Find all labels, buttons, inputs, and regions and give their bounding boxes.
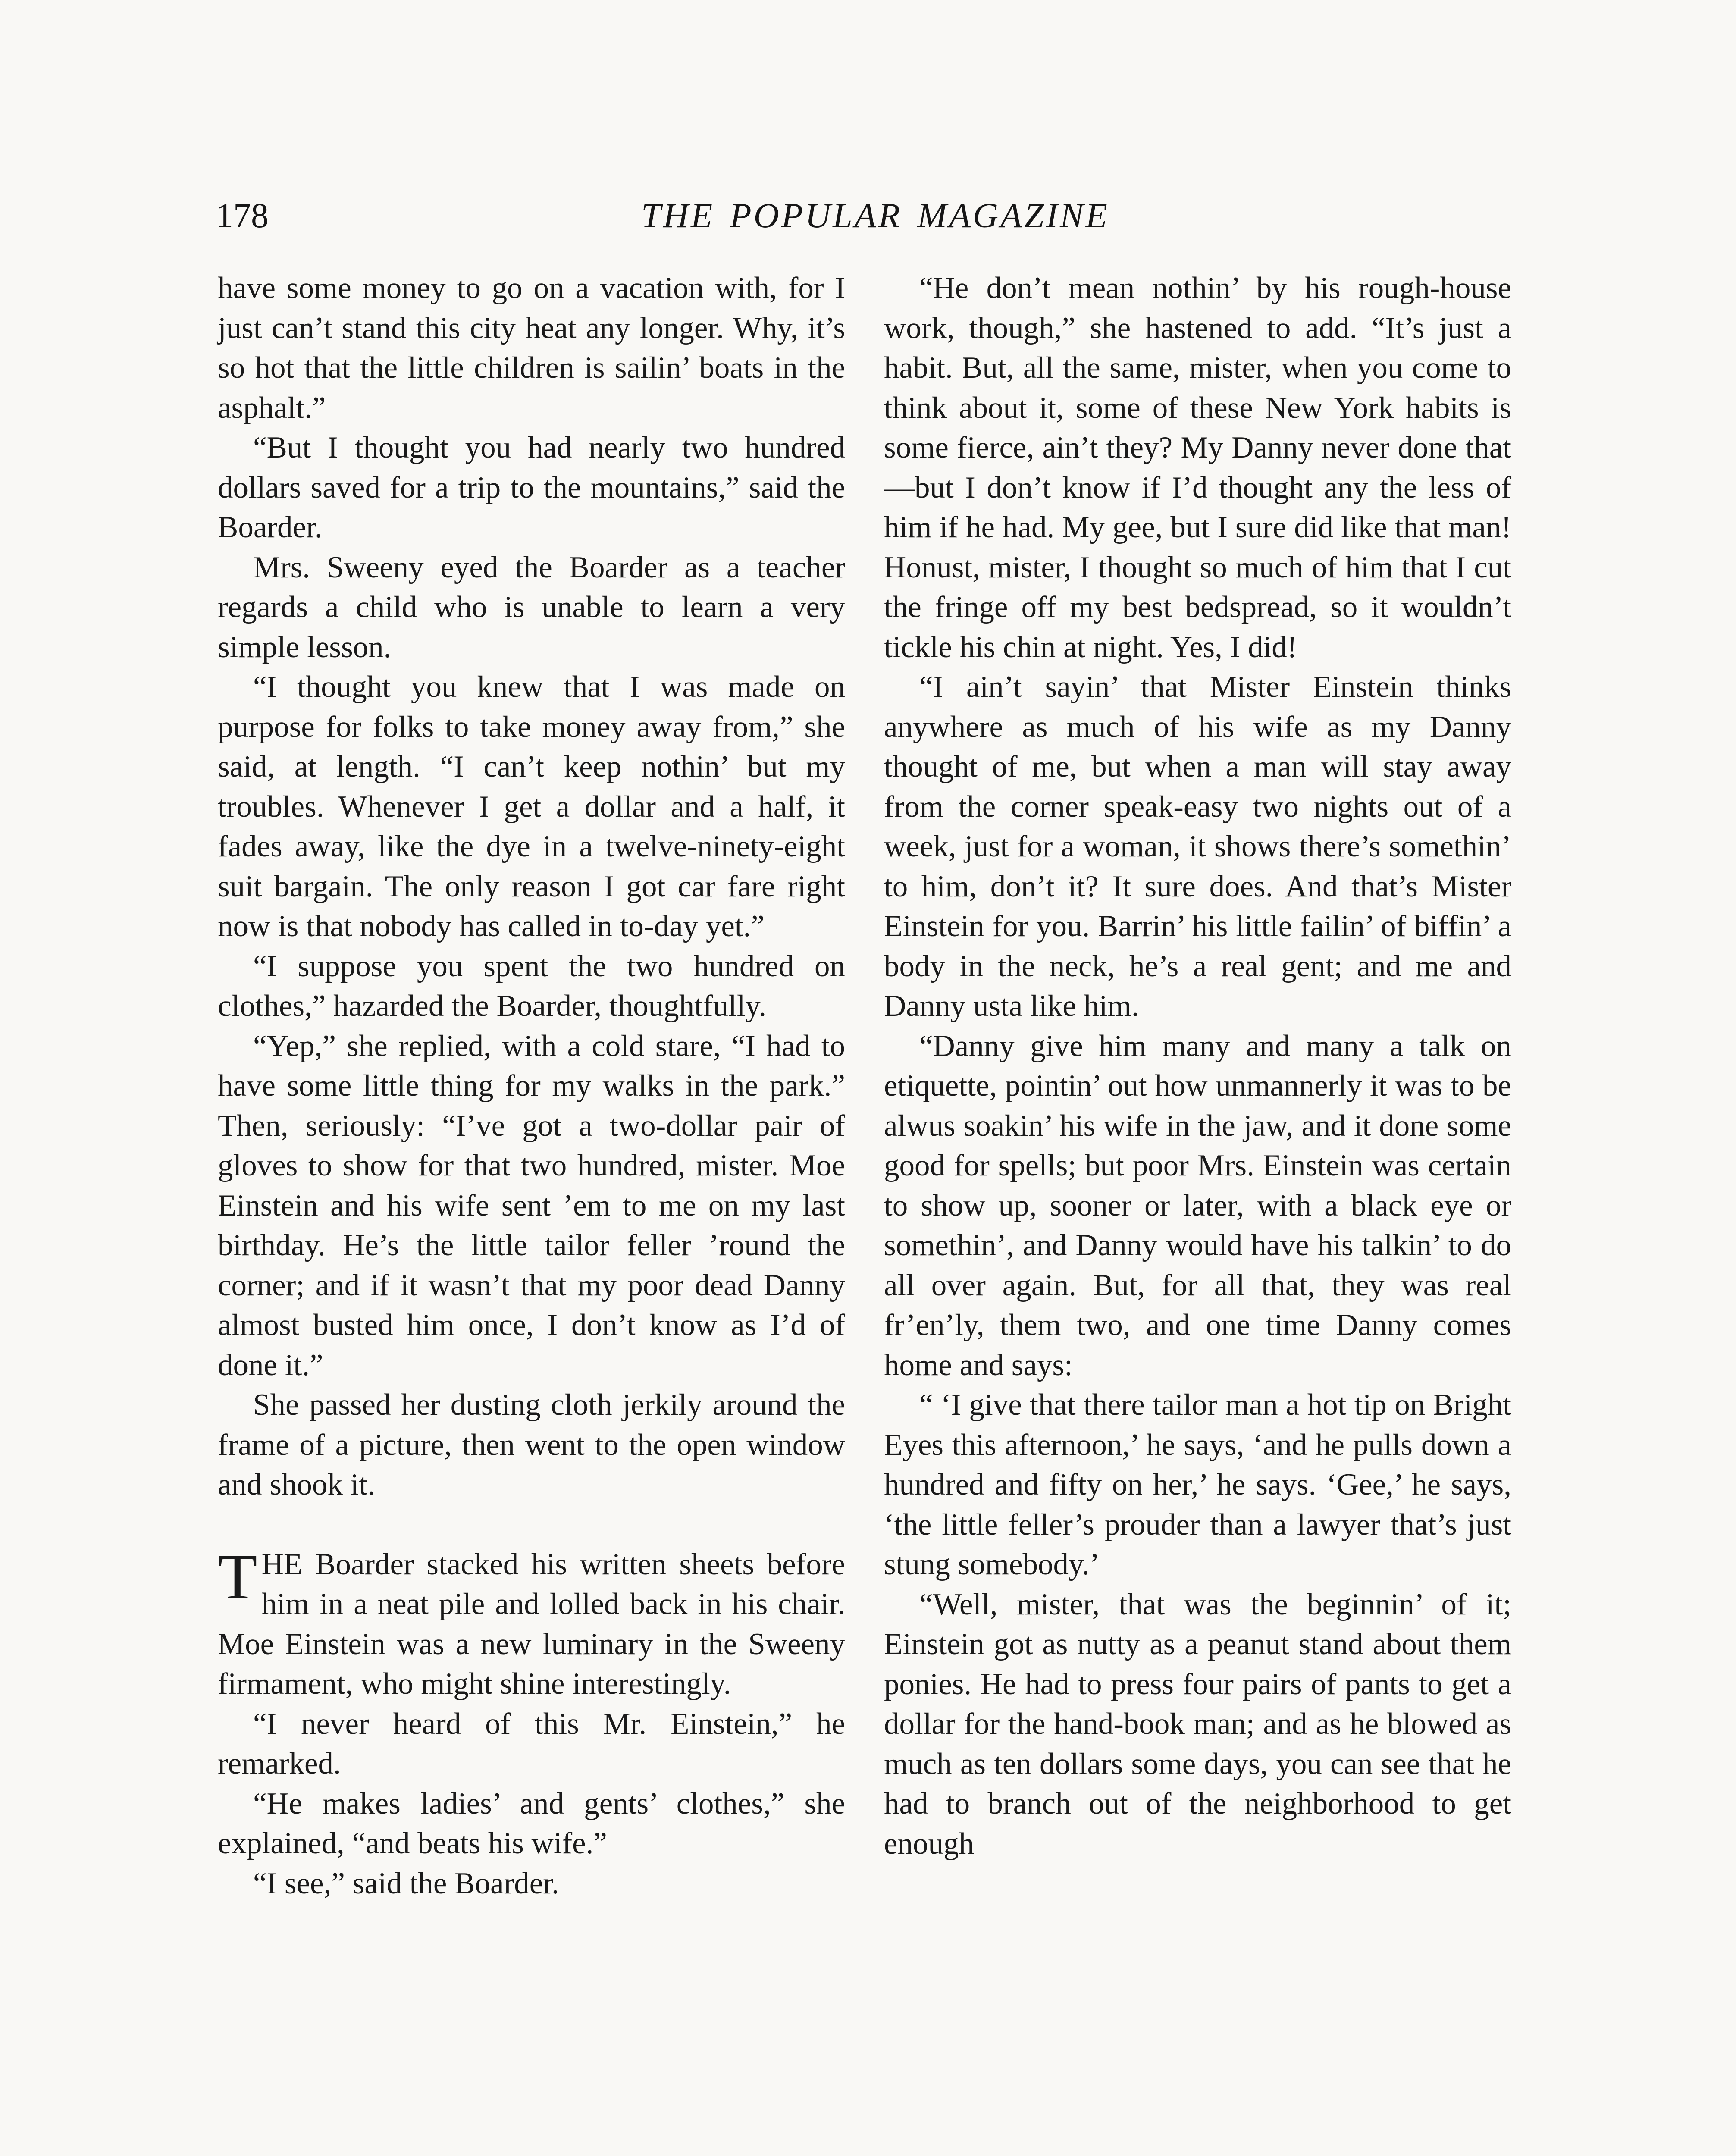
- paragraph-text: HE Boarder stacked his written sheets before him in a neat pile and lolled back in his chair. Moe Einstein was a new luminary in the Sweeny firmament, who might shine interestingly.: [218, 1547, 845, 1701]
- section-start-paragraph: [218, 1541, 845, 1704]
- left-column: [218, 268, 845, 1903]
- paragraph: “I thought you knew that I was made on purpose for folks to take money away from,” she said, at length. “I can’t keep nothin’ but my troubles. Whenever I get a dollar and a half, it fades away, like the dye in a twelve-ninety-eight suit bargain. The only reason I got car fare right now is that nobody has called in to-day yet.”: [218, 670, 845, 943]
- paragraph: “Yep,” she replied, with a cold stare, “I had to have some little thing for my walks in the park.” Then, seriously: “I’ve got a two-dollar pair of gloves to show for that two hundred, mister. Moe Einstein and his wife sent ’em to me on my last birthday. He’s the little tailor feller ’round the corner; and if it wasn’t that my poor dead Danny almost busted him once, I don’t know as I’d of done it.”: [218, 1029, 845, 1382]
- paragraph: “He don’t mean nothin’ by his rough-house work, though,” she hastened to add. “It’s just a habit. But, all the same, mister, when you come to think about it, some of these New York habits is some fierce, ain’t they? My Danny never done that—but I don’t know if I’d thought any the less of him if he had. My gee, but I sure did like that man! Honust, mister, I thought so much of him that I cut the fringe off my best bedspread, so it wouldn’t tickle his chin at night. Yes, I did!: [884, 271, 1511, 664]
- drop-cap: T: [218, 1541, 257, 1613]
- paragraph: “ ‘I give that there tailor man a hot tip on Bright Eyes this afternoon,’ he says, ‘and he pulls down a hundred and fifty on her,’ he says. ‘Gee,’ he says, ‘the little feller’s prouder than a lawyer that’s just stung somebody.’: [884, 1388, 1511, 1581]
- paragraph: Mrs. Sweeny eyed the Boarder as a teacher regards a child who is unable to learn a very simple lesson.: [218, 550, 845, 664]
- paragraph: “But I thought you had nearly two hundred dollars saved for a trip to the mountains,” said the Boarder.: [218, 431, 845, 544]
- paragraph: “I see,” said the Boarder.: [253, 1866, 559, 1900]
- running-head: [216, 190, 1535, 254]
- paragraph: “I suppose you spent the two hundred on clothes,” hazarded the Boarder, thoughtfully.: [218, 949, 845, 1023]
- paragraph: “I never heard of this Mr. Einstein,” he remarked.: [218, 1707, 845, 1780]
- paragraph: “I ain’t sayin’ that Mister Einstein thinks anywhere as much of his wife as my Danny thought of me, but when a man will stay away from the corner speak-easy two nights out of a week, just for a woman, it shows there’s somethin’ to him, don’t it? It sure does. And that’s Mister Einstein for you. Barrin’ his little failin’ of biffin’ a body in the neck, he’s a real gent; and me and Danny usta like him.: [884, 670, 1511, 1023]
- paragraph: “Well, mister, that was the beginnin’ of it; Einstein got as nutty as a peanut stand about them ponies. He had to press four pairs of pants to get a dollar for the hand-book man; and as he blowed as much as ten dollars some days, you can see that he had to branch out of the neighborhood to get enough: [884, 1587, 1511, 1861]
- magazine-title: THE POPULAR MAGAZINE: [641, 196, 1109, 235]
- right-column: [884, 268, 1511, 1864]
- page-number: 178: [216, 196, 269, 235]
- paragraph: “He makes ladies’ and gents’ clothes,” she explained, “and beats his wife.”: [218, 1786, 845, 1860]
- paragraph: have some money to go on a vacation with, for I just can’t stand this city heat any longer. Why, it’s so hot that the little children is sailin’ boats in the asphalt.”: [218, 271, 845, 425]
- paragraph: “Danny give him many and many a talk on etiquette, pointin’ out how unmannerly it was to be alwus soakin’ his wife in the jaw, and it done some good for spells; but poor Mrs. Einstein was certain to show up, sooner or later, with a black eye or somethin’, and Danny would have his talkin’ to do all over again. But, for all that, they was real fr’en’ly, them two, and one time Danny comes home and says:: [884, 1029, 1511, 1382]
- paragraph: She passed her dusting cloth jerkily around the frame of a picture, then went to the open window and shook it.: [218, 1388, 845, 1501]
